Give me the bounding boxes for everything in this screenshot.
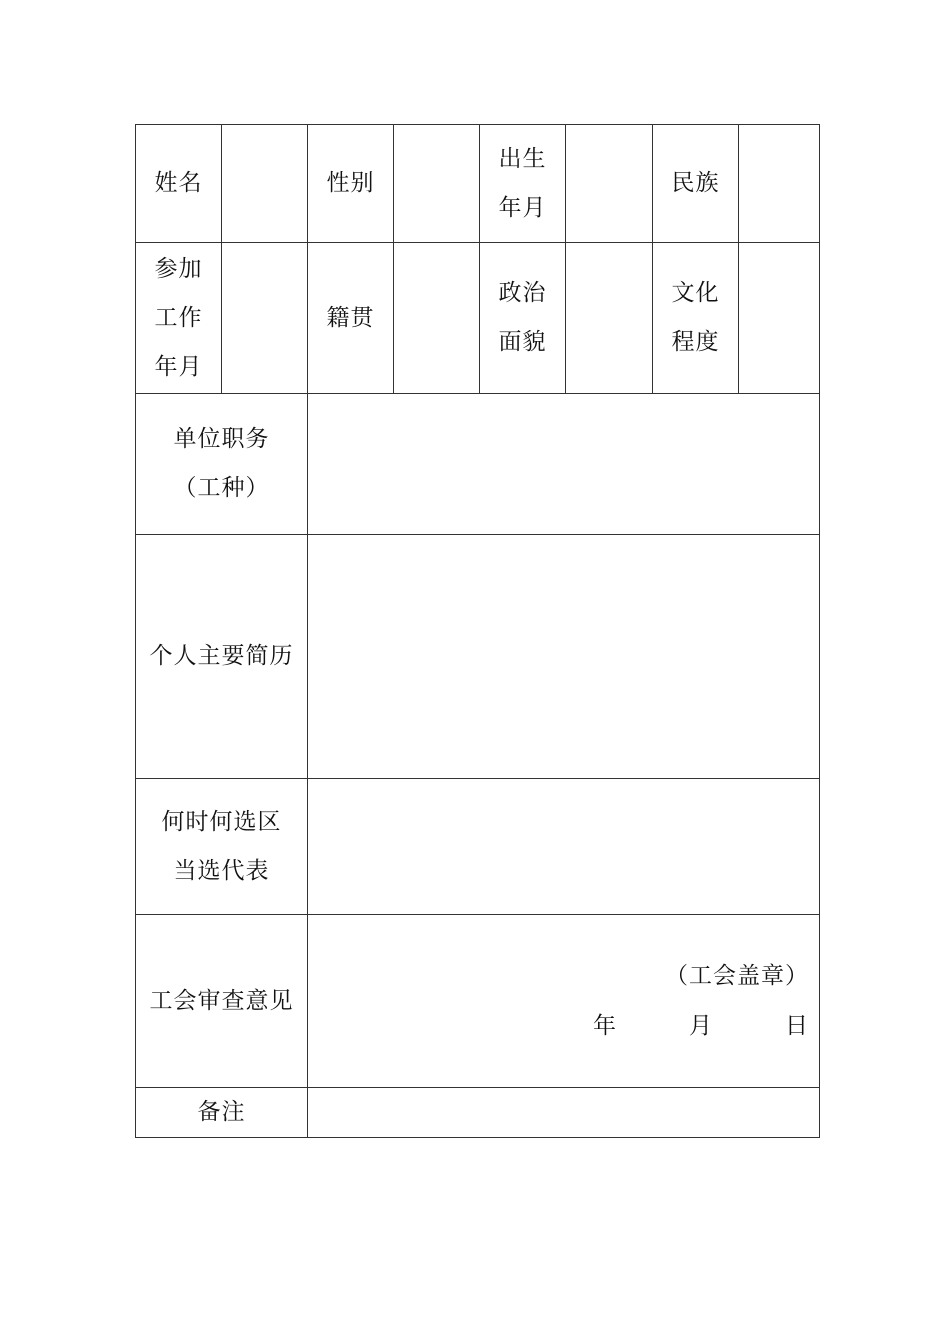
unit-duty-label: 单位职务 （工种） <box>136 394 308 535</box>
native-place-label: 籍贯 <box>308 243 394 394</box>
elected-field[interactable] <box>308 779 820 915</box>
remarks-row <box>136 1088 820 1138</box>
gender-label: 性别 <box>308 125 394 243</box>
representative-registration-form <box>135 124 820 1138</box>
native-place-field[interactable] <box>394 243 480 394</box>
remarks-label: 备注 <box>136 1088 308 1138</box>
work-start-date-label: 参加 工作 年月 <box>136 243 222 394</box>
gender-field[interactable] <box>394 125 480 243</box>
union-review-field[interactable] <box>308 915 820 1088</box>
work-start-date-field[interactable] <box>222 243 308 394</box>
unit-duty-field[interactable] <box>308 394 820 535</box>
union-review-label: 工会审查意见 <box>136 915 308 1088</box>
ethnicity-field[interactable] <box>739 125 820 243</box>
elected-label: 何时何选区 当选代表 <box>136 779 308 915</box>
ethnicity-label: 民族 <box>653 125 739 243</box>
basic-info-row-2 <box>136 243 820 394</box>
remarks-field[interactable] <box>308 1088 820 1138</box>
name-field[interactable] <box>222 125 308 243</box>
birth-date-label: 出生 年月 <box>480 125 566 243</box>
resume-row <box>136 535 820 779</box>
unit-duty-row <box>136 394 820 535</box>
political-status-field[interactable] <box>566 243 653 394</box>
name-label: 姓名 <box>136 125 222 243</box>
resume-field[interactable] <box>308 535 820 779</box>
elected-row <box>136 779 820 915</box>
birth-date-field[interactable] <box>566 125 653 243</box>
union-review-row <box>136 915 820 1088</box>
education-level-label: 文化 程度 <box>653 243 739 394</box>
resume-label: 个人主要简历 <box>136 535 308 779</box>
union-stamp-text: （工会盖章） <box>665 963 809 989</box>
basic-info-row-1 <box>136 125 820 243</box>
education-level-field[interactable] <box>739 243 820 394</box>
review-date-text: 年 月 日 <box>593 1013 809 1039</box>
political-status-label: 政治 面貌 <box>480 243 566 394</box>
